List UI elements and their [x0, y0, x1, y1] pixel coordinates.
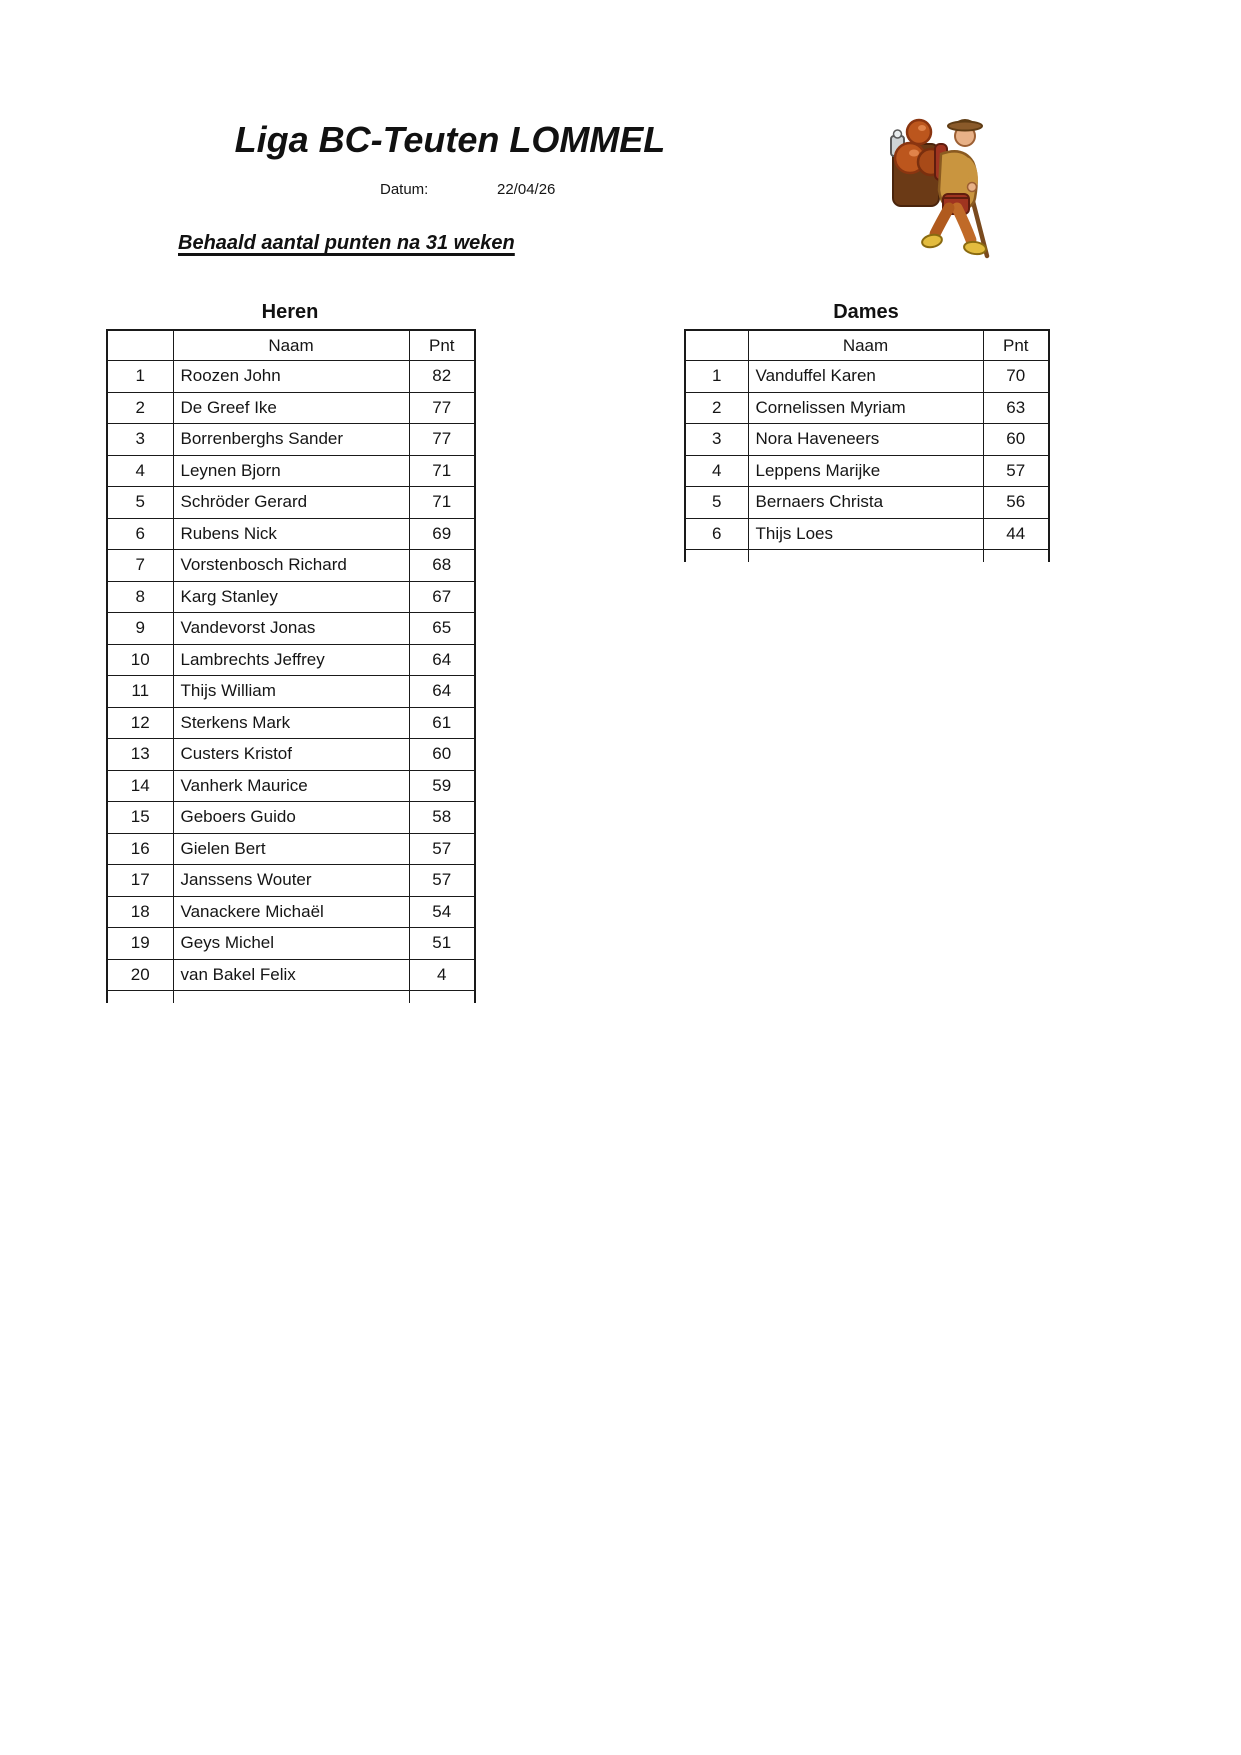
naam-cell: Roozen John — [173, 361, 409, 393]
rank-cell: 2 — [107, 392, 173, 424]
rank-cell: 7 — [107, 550, 173, 582]
pnt-cell: 57 — [983, 455, 1049, 487]
rank-cell: 6 — [685, 518, 748, 550]
rank-cell: 3 — [107, 424, 173, 456]
rank-cell: 16 — [107, 833, 173, 865]
datum-label: Datum: — [380, 181, 429, 198]
table-row — [107, 361, 475, 393]
rank-cell: 5 — [685, 487, 748, 519]
rank-cell: 19 — [107, 928, 173, 960]
pnt-cell: 60 — [409, 739, 475, 771]
pnt-cell: 65 — [409, 613, 475, 645]
naam-cell: Thijs William — [173, 676, 409, 708]
pnt-cell: 67 — [409, 581, 475, 613]
pnt-cell: 60 — [983, 424, 1049, 456]
pnt-cell: 68 — [409, 550, 475, 582]
naam-cell: Bernaers Christa — [748, 487, 983, 519]
pnt-cell: 61 — [409, 707, 475, 739]
pnt-cell: 63 — [983, 392, 1049, 424]
rank-cell: 18 — [107, 896, 173, 928]
rank-cell: 4 — [107, 455, 173, 487]
pnt-cell: 82 — [409, 361, 475, 393]
rank-cell: 9 — [107, 613, 173, 645]
cutoff-cell — [748, 550, 983, 563]
dames-cutoff-row — [685, 550, 1049, 563]
pnt-cell: 59 — [409, 770, 475, 802]
naam-cell: Leynen Bjorn — [173, 455, 409, 487]
naam-cell: Geboers Guido — [173, 802, 409, 834]
table-row — [107, 550, 475, 582]
datum-value: 22/04/26 — [497, 181, 556, 198]
naam-cell: Vanherk Maurice — [173, 770, 409, 802]
pnt-cell: 44 — [983, 518, 1049, 550]
rank-cell: 1 — [107, 361, 173, 393]
naam-cell: Borrenberghs Sander — [173, 424, 409, 456]
naam-column-header: Naam — [173, 330, 409, 361]
naam-cell: Sterkens Mark — [173, 707, 409, 739]
table-row — [107, 896, 475, 928]
table-row — [685, 392, 1049, 424]
naam-cell: Karg Stanley — [173, 581, 409, 613]
cutoff-cell — [983, 550, 1049, 563]
rank-cell: 1 — [685, 361, 748, 393]
pnt-cell: 64 — [409, 676, 475, 708]
rank-cell: 20 — [107, 959, 173, 991]
rank-column-header — [107, 330, 173, 361]
pnt-cell: 71 — [409, 487, 475, 519]
naam-cell: Nora Haveneers — [748, 424, 983, 456]
dames-section — [684, 300, 1048, 562]
heren-section — [106, 300, 474, 1003]
rank-cell: 12 — [107, 707, 173, 739]
heren-table-body — [107, 361, 475, 991]
table-row — [107, 455, 475, 487]
table-row — [107, 739, 475, 771]
rank-cell: 14 — [107, 770, 173, 802]
dames-table-body — [685, 361, 1049, 550]
pnt-cell: 57 — [409, 865, 475, 897]
naam-cell: Vorstenbosch Richard — [173, 550, 409, 582]
table-row — [107, 928, 475, 960]
pnt-cell: 51 — [409, 928, 475, 960]
cutoff-cell — [173, 991, 409, 1004]
rank-cell: 4 — [685, 455, 748, 487]
naam-cell: Geys Michel — [173, 928, 409, 960]
rank-cell: 15 — [107, 802, 173, 834]
naam-cell: Thijs Loes — [748, 518, 983, 550]
pnt-cell: 64 — [409, 644, 475, 676]
cutoff-cell — [107, 991, 173, 1004]
table-row — [107, 802, 475, 834]
naam-cell: Vandevorst Jonas — [173, 613, 409, 645]
pnt-cell: 70 — [983, 361, 1049, 393]
naam-cell: Janssens Wouter — [173, 865, 409, 897]
rank-cell: 3 — [685, 424, 748, 456]
pnt-cell: 71 — [409, 455, 475, 487]
naam-cell: Lambrechts Jeffrey — [173, 644, 409, 676]
pnt-cell: 4 — [409, 959, 475, 991]
rank-cell: 17 — [107, 865, 173, 897]
rank-cell: 10 — [107, 644, 173, 676]
naam-cell: van Bakel Felix — [173, 959, 409, 991]
dames-table-title: Dames — [833, 301, 899, 323]
pnt-cell: 69 — [409, 518, 475, 550]
table-row — [107, 676, 475, 708]
pnt-cell: 77 — [409, 424, 475, 456]
table-row — [107, 959, 475, 991]
table-row — [107, 487, 475, 519]
subtitle: Behaald aantal punten na 31 weken — [178, 232, 515, 254]
naam-cell: Custers Kristof — [173, 739, 409, 771]
pnt-cell: 54 — [409, 896, 475, 928]
table-row — [107, 613, 475, 645]
pnt-cell: 77 — [409, 392, 475, 424]
naam-cell: De Greef Ike — [173, 392, 409, 424]
rank-cell: 2 — [685, 392, 748, 424]
dames-header-row — [685, 330, 1049, 361]
naam-cell: Schröder Gerard — [173, 487, 409, 519]
rank-cell: 6 — [107, 518, 173, 550]
heren-header-row — [107, 330, 475, 361]
pnt-cell: 56 — [983, 487, 1049, 519]
table-row — [107, 707, 475, 739]
table-row — [107, 833, 475, 865]
table-row — [685, 487, 1049, 519]
table-row — [107, 644, 475, 676]
pnt-cell: 58 — [409, 802, 475, 834]
table-row — [107, 518, 475, 550]
naam-cell: Vanackere Michaël — [173, 896, 409, 928]
table-row — [107, 392, 475, 424]
rank-cell: 5 — [107, 487, 173, 519]
naam-cell: Rubens Nick — [173, 518, 409, 550]
rank-cell: 13 — [107, 739, 173, 771]
teut-merchant-logo-icon — [883, 110, 1005, 262]
table-row — [107, 581, 475, 613]
naam-cell: Cornelissen Myriam — [748, 392, 983, 424]
table-row — [107, 424, 475, 456]
cutoff-cell — [409, 991, 475, 1004]
pnt-cell: 57 — [409, 833, 475, 865]
pnt-column-header: Pnt — [409, 330, 475, 361]
rank-cell: 11 — [107, 676, 173, 708]
table-row — [107, 865, 475, 897]
table-row — [107, 770, 475, 802]
naam-cell: Gielen Bert — [173, 833, 409, 865]
dames-table — [684, 329, 1050, 562]
heren-table-title: Heren — [261, 301, 319, 323]
rank-column-header — [685, 330, 748, 361]
heren-table — [106, 329, 476, 1003]
cutoff-cell — [685, 550, 748, 563]
table-row — [685, 455, 1049, 487]
page-title: Liga BC-Teuten LOMMEL — [234, 119, 666, 160]
naam-cell: Vanduffel Karen — [748, 361, 983, 393]
table-row — [685, 518, 1049, 550]
table-row — [685, 361, 1049, 393]
pnt-column-header: Pnt — [983, 330, 1049, 361]
naam-cell: Leppens Marijke — [748, 455, 983, 487]
rank-cell: 8 — [107, 581, 173, 613]
heren-cutoff-row — [107, 991, 475, 1004]
table-row — [685, 424, 1049, 456]
naam-column-header: Naam — [748, 330, 983, 361]
